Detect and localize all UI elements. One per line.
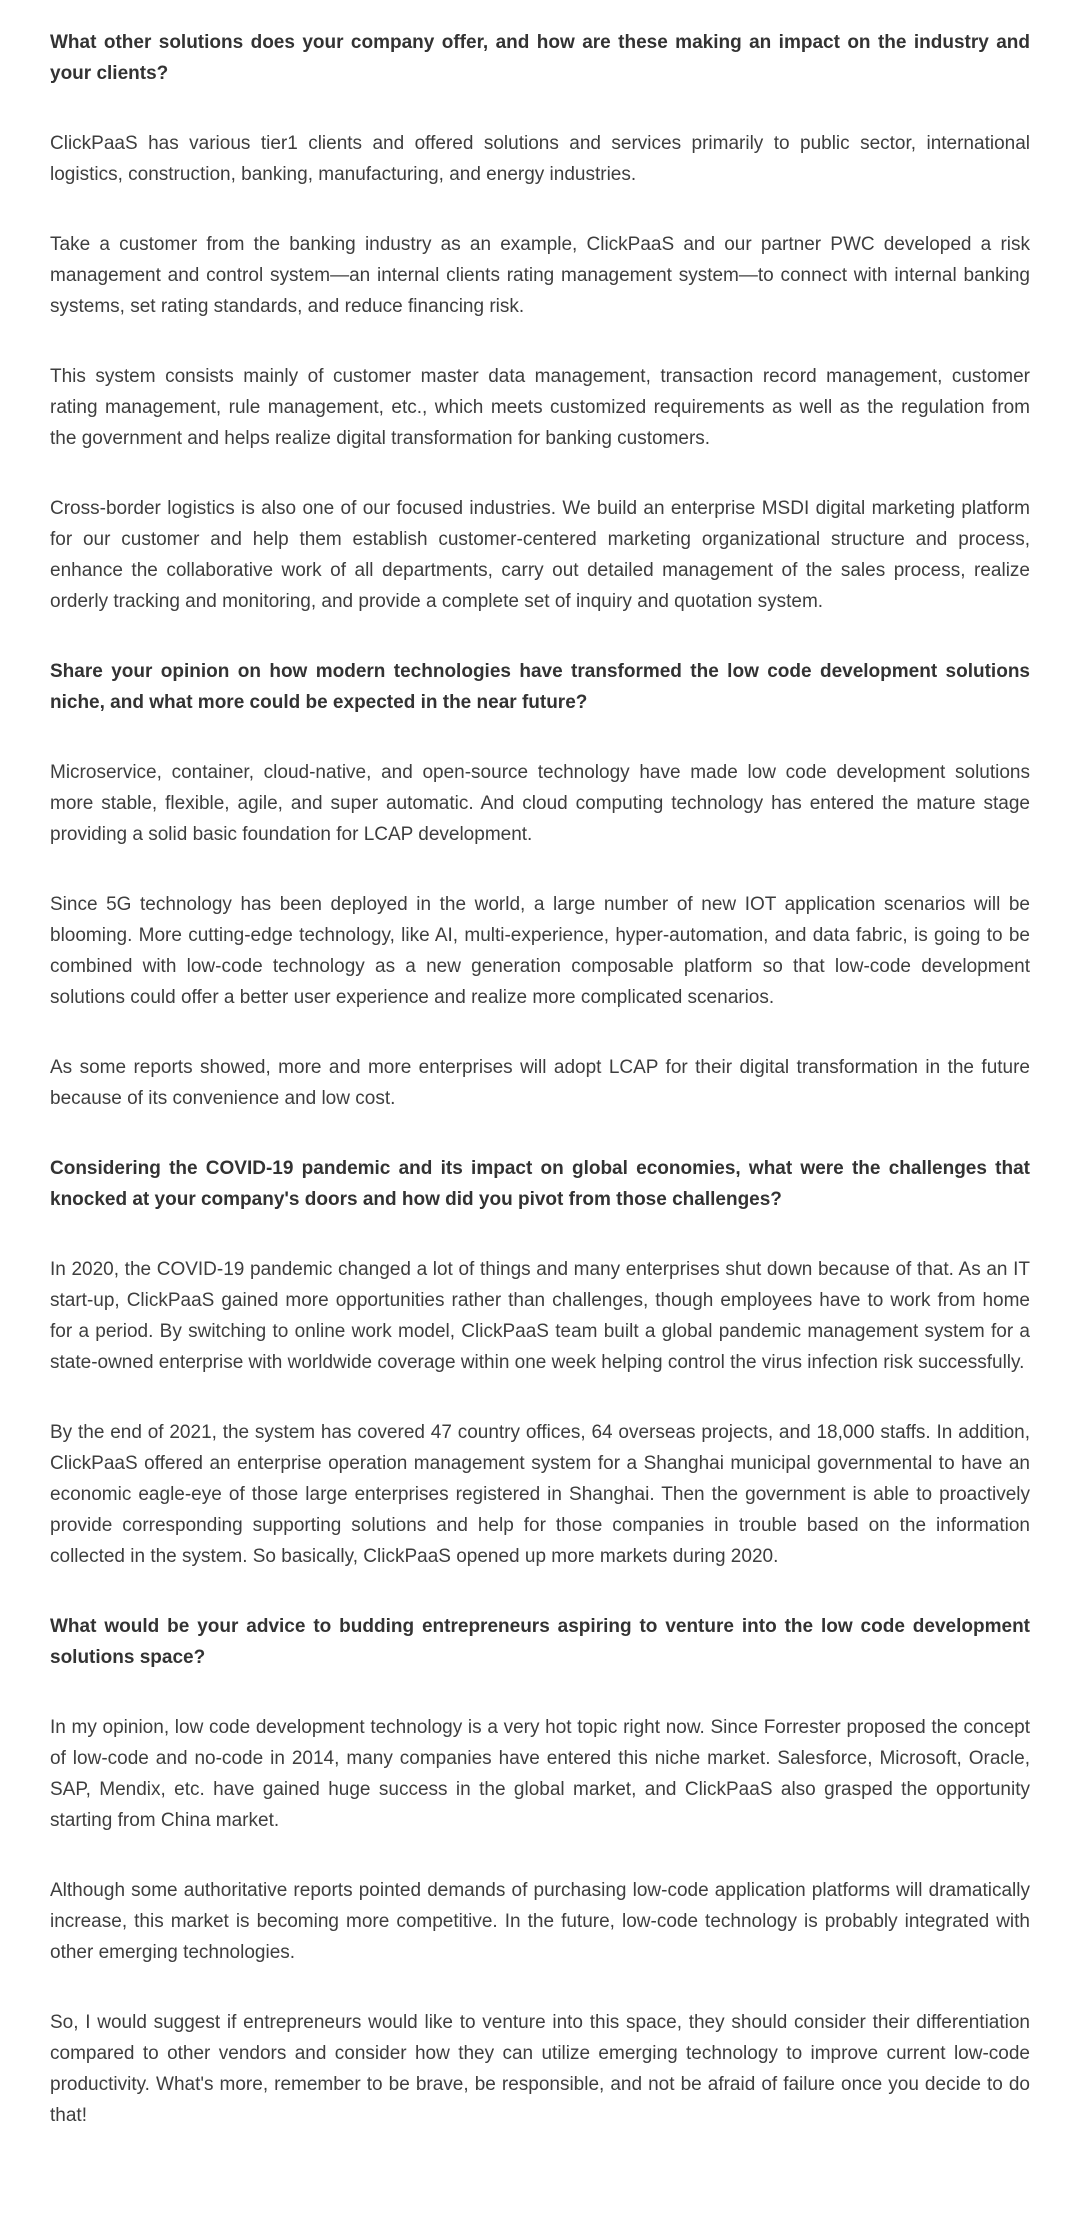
answer-paragraph: By the end of 2021, the system has covered 47 country offices, 64 overseas projects, and 18,000 staffs. In addition, ClickPaaS offered an enterprise operation management system for a Shanghai municipal governmental to have an economic eagle-eye of those large enterprises registered in Shanghai. Then the government is able to proactively provide corresponding supporting solutions and help for those companies in trouble based on the information collected in the system. So basically, ClickPaaS opened up more markets during 2020. bbox=[50, 1422, 1030, 1567]
answer-paragraph: ClickPaaS has various tier1 clients and offered solutions and services primarily to public sector, international logistics, construction, banking, manufacturing, and energy industries. bbox=[50, 133, 1030, 185]
answer-paragraph: Microservice, container, cloud-native, and open-source technology have made low code development solutions more stable, flexible, agile, and super automatic. And cloud computing technology has entered the mature stage providing a solid basic foundation for LCAP development. bbox=[50, 762, 1030, 845]
answer-paragraph: So, I would suggest if entrepreneurs would like to venture into this space, they should consider their differentiation compared to other vendors and consider how they can utilize emerging technology to improve current low-code productivity. What's more, remember to be brave, be responsible, and not be afraid of failure once you decide to do that! bbox=[50, 2012, 1030, 2126]
qa-section bbox=[50, 656, 1030, 1114]
answer-paragraph: This system consists mainly of customer master data management, transaction record management, customer rating management, rule management, etc., which meets customized requirements as well as the regulation from the government and helps realize digital transformation for banking customers. bbox=[50, 366, 1030, 449]
answer-paragraph: In 2020, the COVID-19 pandemic changed a lot of things and many enterprises shut down because of that. As an IT start-up, ClickPaaS gained more opportunities rather than challenges, though employees have to work from home for a period. By switching to online work model, ClickPaaS team built a global pandemic management system for a state-owned enterprise with worldwide coverage within one week helping control the virus infection risk successfully. bbox=[50, 1259, 1030, 1373]
qa-section bbox=[50, 27, 1030, 617]
qa-section bbox=[50, 1153, 1030, 1572]
answer-paragraph: In my opinion, low code development technology is a very hot topic right now. Since Forrester proposed the concept of low-code and no-code in 2014, many companies have entered this niche market. Salesforce, Microsoft, Oracle, SAP, Mendix, etc. have gained huge success in the global market, and ClickPaaS also grasped the opportunity starting from China market. bbox=[50, 1717, 1030, 1831]
answer-paragraph: As some reports showed, more and more enterprises will adopt LCAP for their digital transformation in the future because of its convenience and low cost. bbox=[50, 1057, 1030, 1109]
answer-paragraph: Since 5G technology has been deployed in the world, a large number of new IOT application scenarios will be blooming. More cutting-edge technology, like AI, multi-experience, hyper-automation, and data fabric, is going to be combined with low-code technology as a new generation composable platform so that low-code development solutions could offer a better user experience and realize more complicated scenarios. bbox=[50, 894, 1030, 1008]
interview-question: What other solutions does your company offer, and how are these making an impact on the industry and your clients? bbox=[50, 32, 1030, 84]
answer-paragraph: Although some authoritative reports pointed demands of purchasing low-code application platforms will dramatically increase, this market is becoming more competitive. In the future, low-code technology is probably integrated with other emerging technologies. bbox=[50, 1880, 1030, 1963]
qa-section bbox=[50, 1611, 1030, 2131]
interview-question: Considering the COVID-19 pandemic and its impact on global economies, what were the challenges that knocked at your company's doors and how did you pivot from those challenges? bbox=[50, 1158, 1030, 1210]
answer-paragraph: Cross-border logistics is also one of our focused industries. We build an enterprise MSDI digital marketing platform for our customer and help them establish customer-centered marketing organizational structure and process, enhance the collaborative work of all departments, carry out detailed management of the sales process, realize orderly tracking and monitoring, and provide a complete set of inquiry and quotation system. bbox=[50, 498, 1030, 612]
answer-paragraph: Take a customer from the banking industry as an example, ClickPaaS and our partner PWC developed a risk management and control system—an internal clients rating management system—to connect with internal banking systems, set rating standards, and reduce financing risk. bbox=[50, 234, 1030, 317]
interview-question: Share your opinion on how modern technologies have transformed the low code development solutions niche, and what more could be expected in the near future? bbox=[50, 661, 1030, 713]
interview-question: What would be your advice to budding entrepreneurs aspiring to venture into the low code development solutions space? bbox=[50, 1616, 1030, 1668]
